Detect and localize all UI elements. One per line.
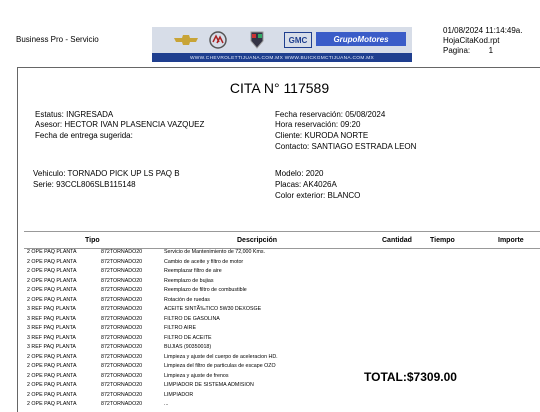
- field-model: Modelo: 2020: [275, 169, 324, 178]
- total-amount: TOTAL:$7309.00: [364, 370, 457, 384]
- row-type: 2 OPE PAQ PLANTA: [27, 296, 77, 303]
- table-row: [18, 344, 538, 353]
- row-package-code: 872TORNADO20: [101, 363, 143, 369]
- gmc-logo: GMC: [284, 32, 312, 48]
- row-description: ...: [164, 401, 169, 407]
- column-header-descripcion: Descripción: [237, 237, 278, 244]
- field-serial: Serie: 93CCL806SLB115148: [33, 180, 136, 189]
- table-row: [18, 287, 538, 296]
- report-datetime: 01/08/2024 11:14:49a.: [443, 26, 523, 35]
- cadillac-logo: [244, 30, 270, 50]
- row-description: LIMPIADOR: [164, 391, 194, 398]
- title-number: 117589: [283, 80, 330, 96]
- column-header-cantidad: Cantidad: [382, 237, 412, 244]
- table-row: [18, 325, 538, 334]
- field-contact: Contacto: SANTIAGO ESTRADA LEON: [275, 142, 417, 151]
- row-package-code: 872TORNADO20: [101, 306, 143, 312]
- chevrolet-logo: [170, 30, 202, 50]
- row-package-code: 872TORNADO20: [101, 287, 143, 293]
- row-package-code: 872TORNADO20: [101, 249, 143, 255]
- row-package-code: 872TORNADO20: [101, 334, 143, 341]
- report-file: HojaCitaKod.rpt: [443, 36, 500, 45]
- row-type: 2 OPE PAQ PLANTA: [27, 287, 77, 293]
- row-type: 2 OPE PAQ PLANTA: [27, 277, 77, 284]
- row-description: FILTRO DE ACEITE: [164, 334, 212, 341]
- table-row: [18, 249, 538, 258]
- row-description: Cambio de aceite y filtro de motor: [164, 258, 244, 265]
- row-package-code: 872TORNADO20: [101, 296, 143, 303]
- column-header-tiempo: Tiempo: [430, 237, 455, 244]
- field-delivery-date: Fecha de entrega sugerida:: [35, 131, 133, 140]
- row-description: LIMPIADOR DE SISTEMA ADMISION: [164, 382, 254, 388]
- row-type: 2 OPE PAQ PLANTA: [27, 401, 77, 407]
- row-type: 3 REF PAQ PLANTA: [27, 334, 76, 341]
- row-package-code: 872TORNADO20: [101, 353, 143, 360]
- row-description: Limpieza y ajuste de frenos: [164, 372, 229, 379]
- row-type: 2 OPE PAQ PLANTA: [27, 268, 77, 274]
- table-top-divider: [24, 231, 540, 232]
- row-description: Limpieza del filtro de particulas de escape OZO: [164, 363, 276, 369]
- table-row: [18, 259, 538, 268]
- row-type: 2 OPE PAQ PLANTA: [27, 363, 77, 369]
- title-symbol: N°: [263, 80, 280, 96]
- row-package-code: 872TORNADO20: [101, 325, 143, 331]
- grupo-motores-logo: GrupoMotores: [316, 32, 406, 46]
- row-package-code: 872TORNADO20: [101, 391, 143, 398]
- row-description: FILTRO DE GASOLINA: [164, 315, 220, 322]
- table-row: [18, 268, 538, 277]
- banner-urls: WWW.CHEVROLETTIJUANA.COM.MX WWW.BUICKGMCTIJUANA.COM.MX: [189, 56, 375, 61]
- row-package-code: 872TORNADO20: [101, 344, 143, 350]
- row-type: 3 REF PAQ PLANTA: [27, 315, 76, 322]
- table-row: [18, 306, 538, 315]
- row-description: Reemplazar filtro de aire: [164, 268, 222, 274]
- buick-logo: [206, 30, 230, 50]
- page-label: Pagina:: [443, 46, 471, 55]
- table-row: [18, 363, 538, 372]
- field-client: Cliente: KURODA NORTE: [275, 131, 369, 140]
- title-prefix: CITA: [229, 80, 260, 96]
- row-package-code: 872TORNADO20: [101, 382, 143, 388]
- field-advisor: Asesor: HECTOR IVAN PLASENCIA VAZQUEZ: [35, 120, 205, 129]
- row-type: 2 OPE PAQ PLANTA: [27, 391, 77, 398]
- row-package-code: 872TORNADO20: [101, 277, 143, 284]
- row-package-code: 872TORNADO20: [101, 372, 143, 379]
- row-type: 2 OPE PAQ PLANTA: [27, 249, 77, 255]
- table-row: [18, 335, 538, 344]
- page-indicator: [443, 46, 522, 56]
- row-description: ACEITE SINTÃ‰TICO 5W30 DEXOSGE: [164, 306, 262, 312]
- row-type: 2 OPE PAQ PLANTA: [27, 372, 77, 379]
- report-header-title: Business Pro - Servicio: [16, 35, 99, 44]
- row-package-code: 872TORNADO20: [101, 401, 143, 407]
- field-exterior-color: Color exterior: BLANCO: [275, 191, 361, 200]
- table-row: [18, 297, 538, 306]
- table-row: [18, 401, 538, 410]
- row-type: 3 REF PAQ PLANTA: [27, 306, 76, 312]
- table-row: [18, 278, 538, 287]
- row-type: 3 REF PAQ PLANTA: [27, 344, 76, 350]
- table-row: [18, 392, 538, 401]
- dealer-banner: [152, 27, 412, 62]
- page-number: 1: [488, 46, 494, 55]
- row-package-code: 872TORNADO20: [101, 258, 143, 265]
- row-description: Limpieza y ajuste del cuerpo de aceleracion HD.: [164, 353, 278, 360]
- field-status: Estatus: INGRESADA: [35, 110, 114, 119]
- row-description: BUJIAS (90350018): [164, 344, 212, 350]
- row-type: 2 OPE PAQ PLANTA: [27, 382, 77, 388]
- column-header-importe: Importe: [498, 237, 524, 244]
- field-plates: Placas: AK4026A: [275, 180, 337, 189]
- table-row: [18, 354, 538, 363]
- row-description: Reemplazo de bujias: [164, 277, 214, 284]
- row-package-code: 872TORNADO20: [101, 315, 143, 322]
- table-row: [18, 373, 538, 382]
- field-vehicle: Vehiculo: TORNADO PICK UP LS PAQ B: [33, 169, 180, 178]
- row-description: Rotación de ruedas: [164, 296, 210, 303]
- table-row: [18, 316, 538, 325]
- row-description: Servicio de Mantenimiento de 72,000 Kms.: [164, 249, 265, 255]
- report-meta: [443, 26, 522, 56]
- table-row: [18, 382, 538, 391]
- document-title: [18, 80, 540, 96]
- column-header-tipo: Tipo: [85, 237, 100, 244]
- row-type: 3 REF PAQ PLANTA: [27, 325, 76, 331]
- row-description: FILTRO AIRE: [164, 325, 196, 331]
- field-reservation-time: Hora reservación: 09:20: [275, 120, 361, 129]
- document-page: [17, 67, 540, 412]
- field-reservation-date: Fecha reservación: 05/08/2024: [275, 110, 386, 119]
- row-description: Reemplazo de filtro de combustible: [164, 287, 247, 293]
- row-type: 2 OPE PAQ PLANTA: [27, 258, 77, 265]
- row-package-code: 872TORNADO20: [101, 268, 143, 274]
- row-type: 2 OPE PAQ PLANTA: [27, 353, 77, 360]
